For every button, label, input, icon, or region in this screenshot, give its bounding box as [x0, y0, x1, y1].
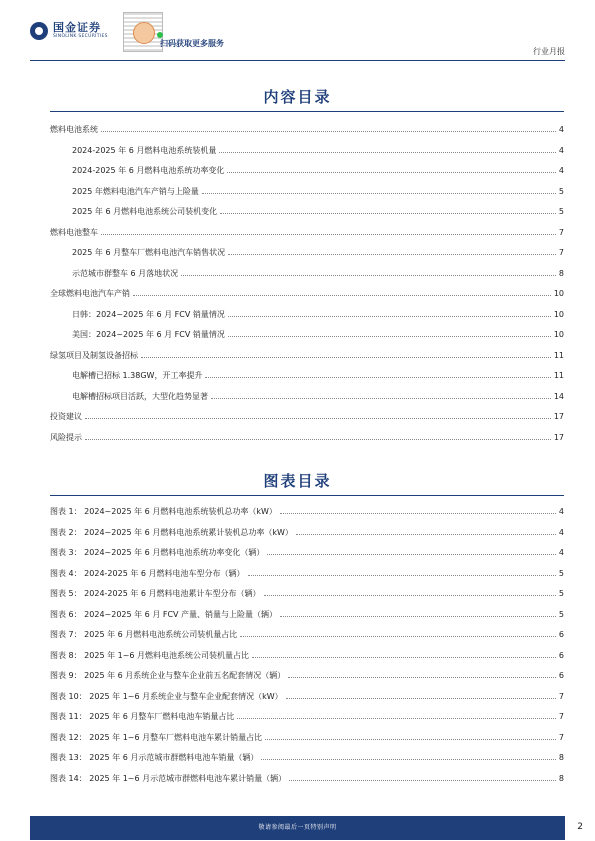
toc-entry-page: 8	[558, 268, 564, 278]
toc-entry-page: 7	[558, 227, 564, 237]
leader-dots	[267, 547, 556, 555]
toc-entry[interactable]	[50, 329, 564, 341]
figure-entry-label: 图表 9： 2025 年 6 月系统企业与整车企业前五名配套情况（辆）	[50, 671, 286, 680]
brand-logo	[30, 22, 108, 40]
figure-entry-label: 图表 11： 2025 年 6 月整车厂燃料电池车销量占比	[50, 712, 235, 721]
leader-dots	[261, 752, 556, 760]
toc-entry-label: 示范城市群整车 6 月落地状况	[72, 268, 179, 278]
leader-dots	[205, 370, 550, 378]
toc-entry[interactable]	[50, 206, 564, 218]
toc-entry-label: 美国：2024~2025 年 6 月 FCV 销量情况	[72, 330, 225, 339]
figure-entry-label: 图表 12： 2025 年 1~6 月整车厂燃料电池车累计销量占比	[50, 732, 263, 742]
leader-dots	[280, 609, 556, 617]
toc-entry-label: 投资建议	[50, 412, 82, 421]
leader-dots	[289, 773, 556, 781]
page-header	[0, 0, 595, 62]
toc-entry-page: 5	[558, 207, 564, 216]
toc-entry-label: 燃料电池整车	[50, 227, 98, 237]
figure-entry-page: 7	[558, 712, 564, 721]
leader-dots	[181, 268, 556, 276]
figure-entry[interactable]	[50, 711, 564, 723]
figures-title-divider	[50, 495, 564, 496]
toc-entry-page: 5	[558, 186, 564, 196]
leader-dots	[248, 568, 556, 576]
figure-entry-page: 4	[558, 527, 564, 537]
figure-entry-page: 8	[558, 773, 564, 783]
toc-entry-label: 2025 年 6 月整车厂燃料电池汽车销售状况	[72, 248, 226, 257]
toc-entry[interactable]	[50, 391, 564, 403]
figure-entry[interactable]	[50, 506, 564, 518]
figure-entry-label: 图表 6： 2024~2025 年 6 月 FCV 产量、销量与上险量（辆）	[50, 609, 278, 619]
figure-entry[interactable]	[50, 629, 564, 641]
leader-dots	[227, 165, 556, 173]
toc-entry[interactable]	[50, 186, 564, 198]
toc-entry-label: 燃料电池系统	[50, 125, 98, 134]
leader-dots	[228, 247, 556, 255]
leader-dots	[133, 288, 551, 296]
leader-dots	[237, 711, 556, 719]
toc-entry-page: 10	[553, 289, 564, 298]
figure-entry-page: 4	[558, 548, 564, 557]
toc-entry-label: 2025 年燃料电池汽车产销与上险量	[72, 186, 199, 196]
leader-dots	[264, 588, 556, 596]
figure-entry[interactable]	[50, 609, 564, 621]
leader-dots	[141, 350, 551, 358]
report-type: 行业月报	[533, 47, 565, 56]
toc-entry-page: 17	[553, 432, 564, 442]
figure-entry[interactable]	[50, 773, 564, 785]
leader-dots	[280, 506, 556, 514]
toc-entry-label: 日韩：2024~2025 年 6 月 FCV 销量情况	[72, 309, 225, 319]
toc-entry-label: 2024-2025 年 6 月燃料电池系统功率变化	[72, 166, 225, 175]
toc-entry-label: 2025 年 6 月燃料电池系统公司装机变化	[72, 207, 218, 216]
toc-entry-page: 10	[553, 309, 564, 319]
toc-entry-label: 风险提示	[50, 432, 82, 442]
figure-entry[interactable]	[50, 527, 564, 539]
page-number: 2	[577, 822, 583, 832]
toc-entry-page: 17	[553, 412, 564, 421]
figure-entry-label: 图表 2： 2024~2025 年 6 月燃料电池系统累计装机总功率（kW）	[50, 527, 293, 537]
leader-dots	[85, 411, 551, 419]
leader-dots	[202, 186, 556, 194]
leader-dots	[228, 329, 551, 337]
figure-entry-label: 图表 7： 2025 年 6 月燃料电池系统公司装机量占比	[50, 630, 238, 639]
toc-entry-label: 电解槽已招标 1.38GW，开工率提升	[72, 371, 203, 380]
figure-entry[interactable]	[50, 670, 564, 682]
figure-entry-page: 7	[558, 732, 564, 742]
figure-entry-page: 5	[558, 568, 564, 578]
toc-entry[interactable]	[50, 350, 564, 362]
figure-entry[interactable]	[50, 732, 564, 744]
brand-name-cn: 国金证券	[53, 21, 101, 34]
brand-logo-icon	[30, 22, 48, 40]
toc-entry-label: 全球燃料电池汽车产销	[50, 289, 130, 298]
page-footer	[30, 816, 583, 840]
toc-entry[interactable]	[50, 165, 564, 177]
figure-entry[interactable]	[50, 650, 564, 662]
toc-entry[interactable]	[50, 432, 564, 444]
leader-dots	[219, 145, 556, 153]
figure-entry[interactable]	[50, 691, 564, 703]
figure-entry[interactable]	[50, 588, 564, 600]
figure-entry-label: 图表 14： 2025 年 1~6 月示范城市群燃料电池车累计销量（辆）	[50, 773, 287, 783]
toc-title-divider	[50, 111, 564, 112]
toc-entry[interactable]	[50, 268, 564, 280]
figure-entry-label: 图表 5： 2024-2025 年 6 月燃料电池累计车型分布（辆）	[50, 589, 261, 598]
toc-entry-page: 11	[553, 350, 564, 360]
leader-dots	[240, 629, 556, 637]
toc-entry[interactable]	[50, 309, 564, 321]
figure-entry[interactable]	[50, 568, 564, 580]
figure-entry[interactable]	[50, 752, 564, 764]
leader-dots	[265, 732, 556, 740]
figure-entry-label: 图表 13： 2025 年 6 月示范城市群燃料电池车销量（辆）	[50, 753, 259, 762]
toc-entry-page: 4	[558, 145, 564, 155]
leader-dots	[85, 432, 551, 440]
toc-entry-label: 电解槽招标项目活跃，大型化趋势显著	[72, 391, 208, 401]
figure-entry-page: 5	[558, 609, 564, 619]
figure-entry-page: 6	[558, 650, 564, 660]
figure-entry-page: 8	[558, 753, 564, 762]
figure-entry-label: 图表 10： 2025 年 1~6 月系统企业与整车企业配套情况（kW）	[50, 691, 283, 701]
leader-dots	[286, 691, 556, 699]
header-divider	[30, 60, 565, 61]
figure-entry-label: 图表 4： 2024-2025 年 6 月燃料电池车型分布（辆）	[50, 568, 245, 578]
figures-title: 图表目录	[263, 472, 332, 490]
figure-entry-page: 6	[558, 671, 564, 680]
toc-entry[interactable]	[50, 145, 564, 157]
toc-entry[interactable]	[50, 247, 564, 259]
toc-title: 内容目录	[263, 88, 332, 106]
toc-entry-label: 绿氢项目及制氢设备招标	[50, 350, 138, 360]
leader-dots	[220, 206, 556, 214]
toc-entry[interactable]	[50, 124, 564, 136]
leader-dots	[101, 124, 556, 132]
toc-entry-page: 4	[558, 166, 564, 175]
disclaimer-note: 敬请参阅最后一页特别声明	[258, 824, 337, 831]
leader-dots	[252, 650, 556, 658]
figure-entry-page: 5	[558, 589, 564, 598]
figure-entry-label: 图表 8： 2025 年 1~6 月燃料电池系统公司装机量占比	[50, 650, 250, 660]
brand-name-en: SINOLINK SECURITIES	[53, 34, 108, 39]
toc-entry[interactable]	[50, 288, 564, 300]
figure-entry[interactable]	[50, 547, 564, 559]
figure-entry-page: 6	[558, 630, 564, 639]
leader-dots	[296, 527, 556, 535]
toc-entry[interactable]	[50, 370, 564, 382]
toc-entry-page: 7	[558, 248, 564, 257]
figure-entry-page: 4	[558, 507, 564, 516]
leader-dots	[211, 391, 551, 399]
figure-entry-label: 图表 1： 2024~2025 年 6 月燃料电池系统装机总功率（kW）	[50, 507, 277, 516]
figure-entry-label: 图表 3： 2024~2025 年 6 月燃料电池系统功率变化（辆）	[50, 548, 265, 557]
leader-dots	[101, 227, 556, 235]
toc-entry[interactable]	[50, 227, 564, 239]
figure-entry-page: 7	[558, 691, 564, 701]
qr-note: 扫码获取更多服务	[160, 39, 224, 48]
toc-entry-page: 4	[558, 125, 564, 134]
leader-dots	[288, 670, 556, 678]
leader-dots	[228, 309, 551, 317]
toc-entry-label: 2024-2025 年 6 月燃料电池系统装机量	[72, 145, 217, 155]
toc-entry-page: 14	[553, 391, 564, 401]
toc-entry-page: 10	[553, 330, 564, 339]
toc-entry[interactable]	[50, 411, 564, 423]
toc-entry-page: 11	[553, 371, 564, 380]
